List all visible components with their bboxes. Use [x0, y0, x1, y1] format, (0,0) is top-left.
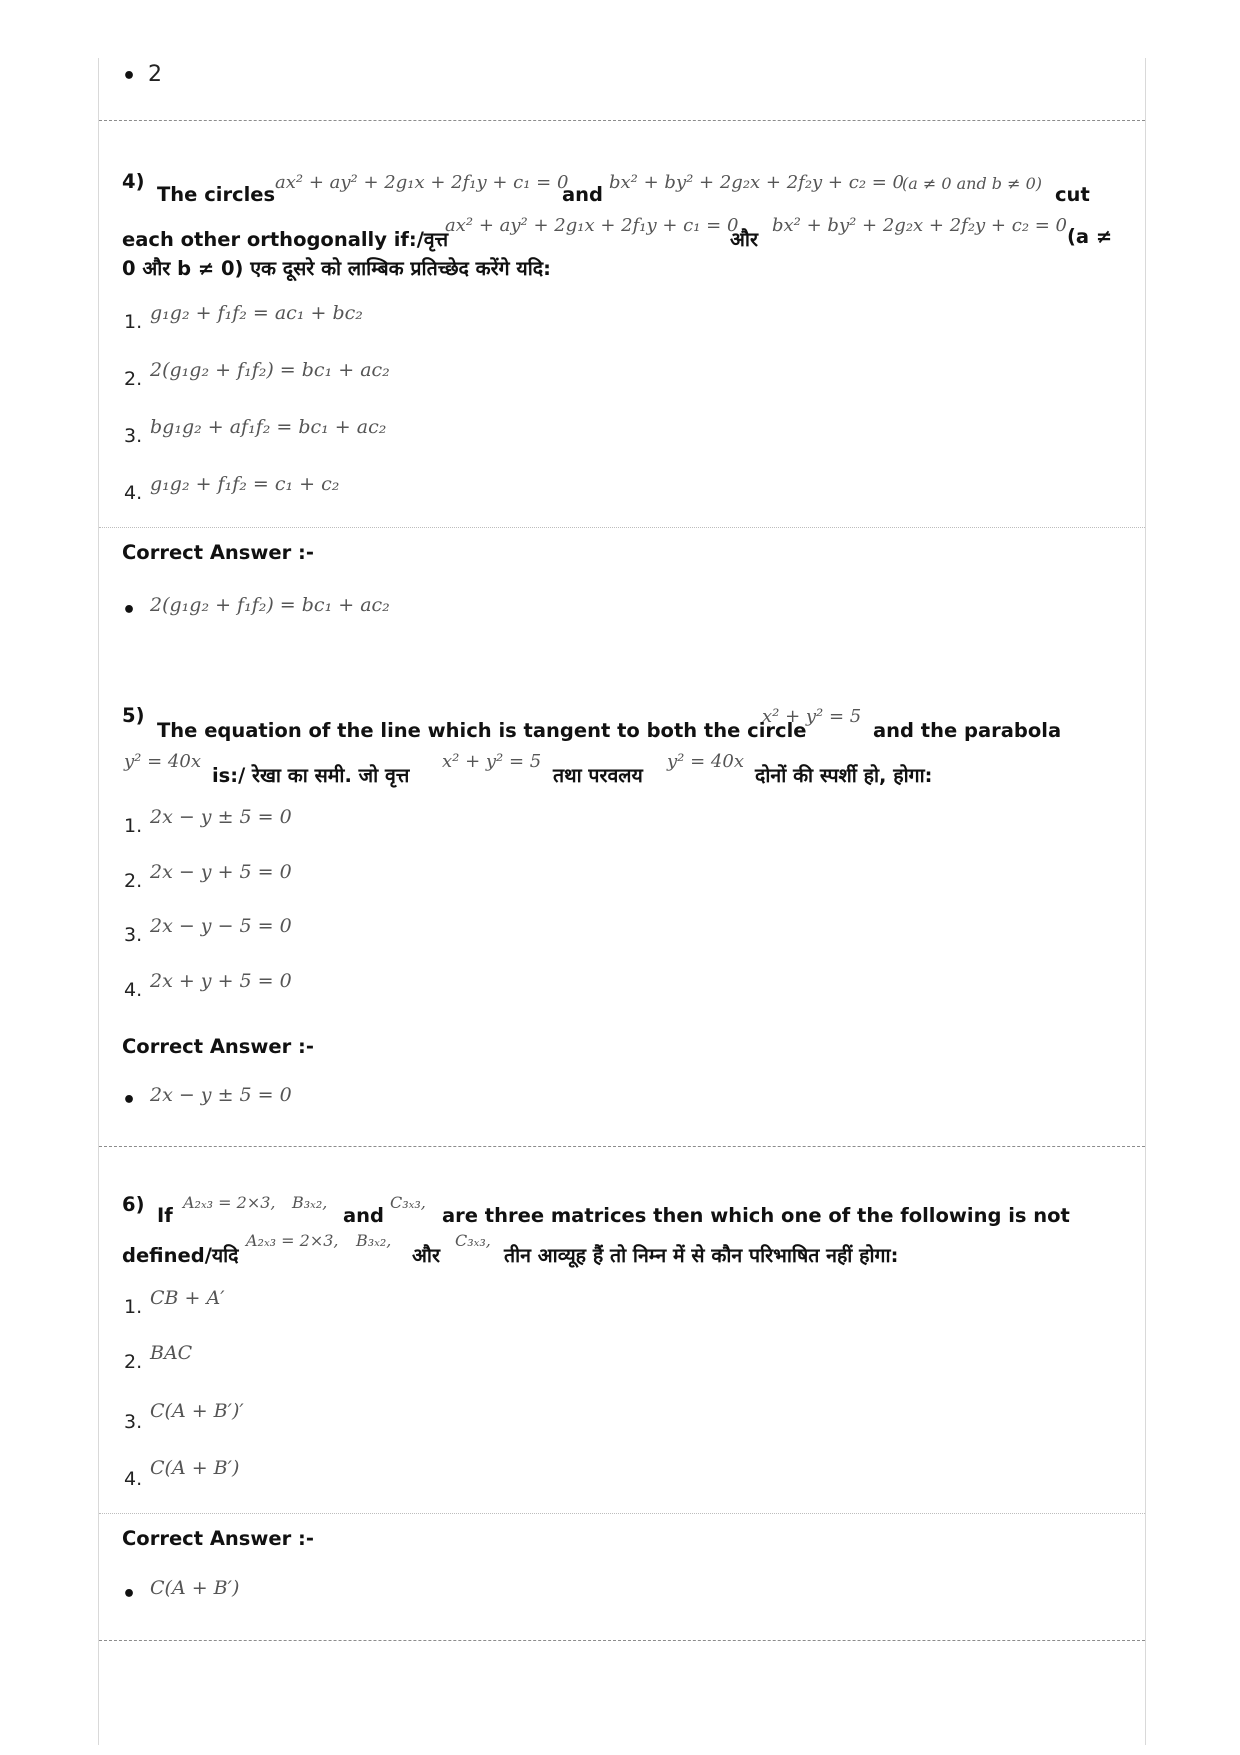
- question-text: and the parabola: [873, 719, 1062, 742]
- equation: ax² + ay² + 2g₁x + 2f₁y + c₁ = 0: [275, 172, 569, 193]
- question-text: and: [343, 1204, 384, 1227]
- correct-answer-label: Correct Answer :-: [122, 1035, 314, 1058]
- equation-condition: (a ≠ 0 and b ≠ 0): [902, 174, 1043, 193]
- question-text: तथा परवलय: [553, 764, 643, 787]
- list-bullet: •: [122, 1582, 137, 1607]
- option-label: 2.: [124, 870, 143, 892]
- correct-answer-value: C(A + B′): [150, 1577, 240, 1599]
- option-value: CB + A′: [150, 1287, 225, 1309]
- question-text: और: [730, 228, 758, 251]
- question-text: और: [412, 1244, 440, 1267]
- option-label: 1.: [124, 1296, 143, 1318]
- question-number: 6): [122, 1193, 145, 1216]
- option-label: 1.: [124, 311, 143, 333]
- option-label: 4.: [124, 979, 143, 1001]
- equation: bx² + by² + 2g₂x + 2f₂y + c₂ = 0: [772, 215, 1068, 236]
- question-text: each other orthogonally if:/वृत्त: [122, 228, 449, 251]
- question-text: defined/यदि: [122, 1244, 239, 1267]
- option-value: C(A + B′)′: [150, 1400, 244, 1422]
- list-bullet: •: [122, 64, 137, 89]
- top-item-value: 2: [148, 62, 162, 87]
- question-text: 0 और b ≠ 0) एक दूसरे को लाम्बिक प्रतिच्छेद करेंगे यदि:: [122, 257, 551, 280]
- list-bullet: •: [122, 598, 137, 623]
- option-value: bg₁g₂ + af₁f₂ = bc₁ + ac₂: [150, 416, 387, 438]
- equation: x² + y² = 5: [442, 751, 542, 772]
- option-label: 3.: [124, 924, 143, 946]
- option-value: C(A + B′): [150, 1457, 240, 1479]
- question-text: The circles: [157, 183, 276, 206]
- option-value: g₁g₂ + f₁f₂ = c₁ + c₂: [150, 473, 340, 495]
- question-text: तीन आव्यूह हैं तो निम्न में से कौन परिभाषित नहीं होगा:: [504, 1244, 899, 1267]
- question-divider: [99, 120, 1145, 121]
- answer-divider: [99, 1513, 1145, 1514]
- equation: y² = 40x: [667, 751, 744, 772]
- option-label: 3.: [124, 425, 143, 447]
- equation: C₃ₓ₃,: [455, 1231, 491, 1250]
- question-text: The equation of the line which is tangent to both the circle: [157, 719, 807, 742]
- equation: B₃ₓ₂,: [356, 1231, 392, 1250]
- option-label: 3.: [124, 1411, 143, 1433]
- option-label: 1.: [124, 815, 143, 837]
- equation: A₂ₓ₃ = 2×3,: [246, 1231, 339, 1250]
- list-bullet: •: [122, 1088, 137, 1113]
- equation: A₂ₓ₃ = 2×3,: [183, 1193, 276, 1212]
- correct-answer-value: 2x − y ± 5 = 0: [150, 1084, 292, 1106]
- question-number: 4): [122, 170, 145, 193]
- question-text: are three matrices then which one of the following is not: [442, 1204, 1070, 1227]
- option-value: 2x + y + 5 = 0: [150, 970, 292, 992]
- option-label: 4.: [124, 1468, 143, 1490]
- option-label: 4.: [124, 482, 143, 504]
- correct-answer-label: Correct Answer :-: [122, 1527, 314, 1550]
- option-value: BAC: [150, 1342, 193, 1364]
- option-value: 2x − y + 5 = 0: [150, 861, 292, 883]
- question-text: (a ≠: [1067, 225, 1113, 248]
- correct-answer-value: 2(g₁g₂ + f₁f₂) = bc₁ + ac₂: [150, 594, 390, 616]
- correct-answer-label: Correct Answer :-: [122, 541, 314, 564]
- equation: y² = 40x: [124, 751, 201, 772]
- question-text: is:/ रेखा का समी. जो वृत्त: [212, 764, 410, 787]
- question-text: and: [562, 183, 603, 206]
- question-text: If: [157, 1204, 173, 1227]
- equation: bx² + by² + 2g₂x + 2f₂y + c₂ = 0: [609, 172, 905, 193]
- option-value: g₁g₂ + f₁f₂ = ac₁ + bc₂: [150, 302, 363, 324]
- question-text: cut: [1055, 183, 1090, 206]
- question-number: 5): [122, 704, 145, 727]
- question-divider: [99, 1640, 1145, 1641]
- equation: C₃ₓ₃,: [390, 1193, 426, 1212]
- question-text: दोनों की स्पर्शी हो, होगा:: [755, 764, 933, 787]
- equation: B₃ₓ₂,: [292, 1193, 328, 1212]
- equation: ax² + ay² + 2g₁x + 2f₁y + c₁ = 0: [445, 215, 739, 236]
- option-label: 2.: [124, 1351, 143, 1373]
- question-divider: [99, 1146, 1145, 1147]
- option-value: 2(g₁g₂ + f₁f₂) = bc₁ + ac₂: [150, 359, 390, 381]
- option-value: 2x − y ± 5 = 0: [150, 806, 292, 828]
- option-value: 2x − y − 5 = 0: [150, 915, 292, 937]
- equation: x² + y² = 5: [762, 706, 862, 727]
- answer-divider: [99, 527, 1145, 528]
- option-label: 2.: [124, 368, 143, 390]
